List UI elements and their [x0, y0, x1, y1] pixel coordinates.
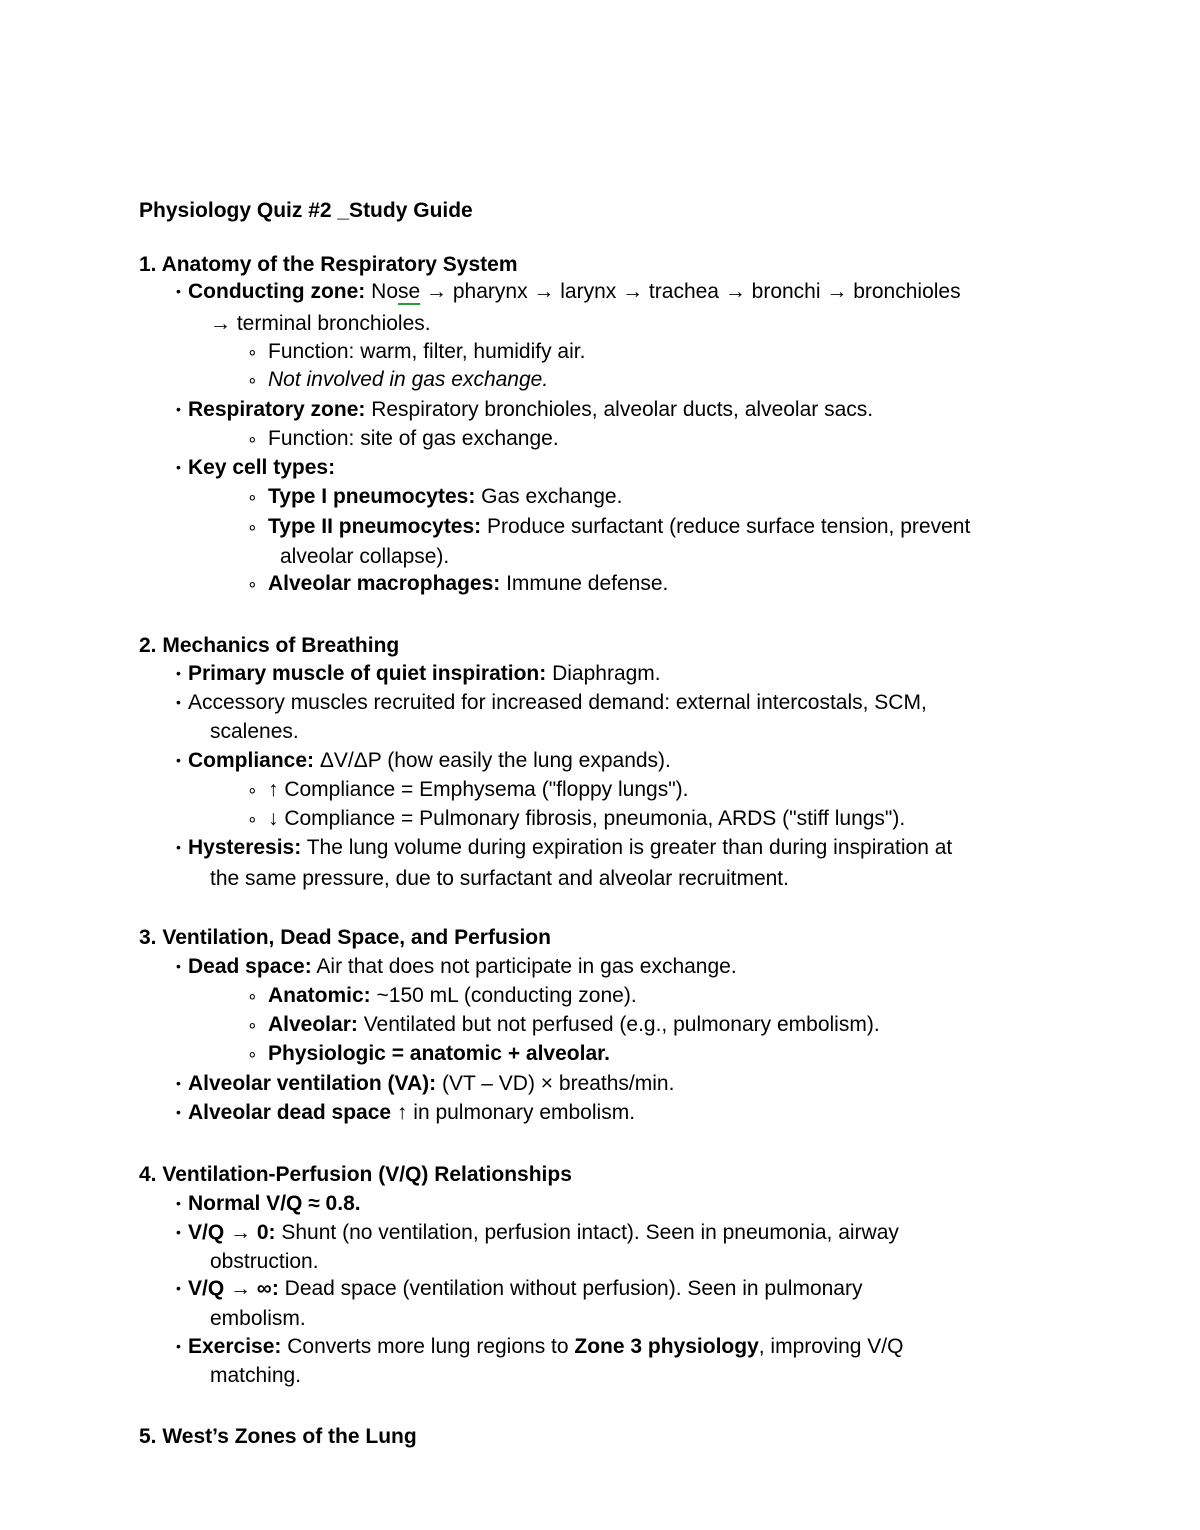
- circle-bullet-icon: ∘: [247, 343, 258, 362]
- sub-bullet-item: ∘ Type I pneumocytes: Gas exchange.: [247, 485, 623, 508]
- bullet-icon: •: [176, 1075, 181, 1091]
- sub-bullet-item: ∘ ↑ Compliance = Emphysema ("floppy lungs").: [247, 778, 689, 801]
- sub-bullet-item: ∘ Type II pneumocytes: Produce surfactant (reduce surface tension, prevent: [247, 515, 971, 538]
- section-heading: 2. Mechanics of Breathing: [139, 634, 400, 657]
- bullet-item: • Key cell types:: [176, 456, 336, 479]
- circle-bullet-icon: ∘: [247, 575, 258, 594]
- page-title: Physiology Quiz #2 _Study Guide: [139, 199, 473, 222]
- bullet-continuation: alveolar collapse).: [280, 545, 450, 568]
- bullet-icon: •: [176, 1224, 181, 1240]
- bullet-icon: •: [176, 752, 181, 768]
- bullet-icon: •: [176, 694, 181, 710]
- bullet-icon: •: [176, 459, 181, 475]
- bullet-item: • V/Q → ∞: Dead space (ventilation without perfusion). Seen in pulmonary: [176, 1277, 863, 1300]
- bullet-icon: •: [176, 665, 181, 681]
- section-heading: 5. West’s Zones of the Lung: [139, 1425, 417, 1448]
- circle-bullet-icon: ∘: [247, 1045, 258, 1064]
- circle-bullet-icon: ∘: [247, 518, 258, 537]
- bullet-icon: •: [176, 401, 181, 417]
- sub-bullet-item: ∘ Alveolar: Ventilated but not perfused (e.g., pulmonary embolism).: [247, 1013, 880, 1036]
- sub-bullet-item: ∘ Function: site of gas exchange.: [247, 427, 559, 450]
- circle-bullet-icon: ∘: [247, 488, 258, 507]
- section-heading: 3. Ventilation, Dead Space, and Perfusion: [139, 926, 551, 949]
- bullet-item: • Dead space: Air that does not participate in gas exchange.: [176, 955, 737, 978]
- bullet-continuation: matching.: [210, 1364, 302, 1387]
- bullet-continuation: the same pressure, due to surfactant and alveolar recruitment.: [210, 867, 789, 890]
- bullet-icon: •: [176, 1280, 181, 1296]
- bullet-icon: •: [176, 958, 181, 974]
- bullet-icon: •: [176, 1195, 181, 1211]
- circle-bullet-icon: ∘: [247, 810, 258, 829]
- section-heading: 1. Anatomy of the Respiratory System: [139, 253, 518, 276]
- bullet-item: • Hysteresis: The lung volume during expiration is greater than during inspiration at: [176, 836, 953, 859]
- bullet-icon: •: [176, 839, 181, 855]
- bullet-icon: •: [176, 1338, 181, 1354]
- bullet-icon: •: [176, 283, 181, 299]
- section-heading: 4. Ventilation-Perfusion (V/Q) Relationships: [139, 1163, 572, 1186]
- bullet-continuation: embolism.: [210, 1307, 306, 1330]
- sub-bullet-item: ∘ Not involved in gas exchange.: [247, 368, 549, 391]
- bullet-item: • Normal V/Q ≈ 0.8.: [176, 1192, 361, 1215]
- bullet-item: • V/Q → 0: Shunt (no ventilation, perfusion intact). Seen in pneumonia, airway: [176, 1221, 899, 1244]
- circle-bullet-icon: ∘: [247, 1016, 258, 1035]
- sub-bullet-item: ∘ Anatomic: ~150 mL (conducting zone).: [247, 984, 637, 1007]
- circle-bullet-icon: ∘: [247, 987, 258, 1006]
- bullet-continuation: → terminal bronchioles.: [210, 312, 431, 335]
- bullet-item: • Compliance: ΔV/ΔP (how easily the lung expands).: [176, 749, 671, 772]
- bullet-item: • Alveolar ventilation (VA): (VT – VD) × breaths/min.: [176, 1072, 675, 1095]
- bullet-item: • Primary muscle of quiet inspiration: Diaphragm.: [176, 662, 661, 685]
- circle-bullet-icon: ∘: [247, 371, 258, 390]
- circle-bullet-icon: ∘: [247, 430, 258, 449]
- bullet-item: • Exercise: Converts more lung regions to Zone 3 physiology, improving V/Q: [176, 1335, 904, 1358]
- bullet-item: • Accessory muscles recruited for increased demand: external intercostals, SCM,: [176, 691, 927, 714]
- circle-bullet-icon: ∘: [247, 781, 258, 800]
- bullet-icon: •: [176, 1104, 181, 1120]
- bullet-item: • Respiratory zone: Respiratory bronchioles, alveolar ducts, alveolar sacs.: [176, 398, 874, 421]
- bullet-continuation: obstruction.: [210, 1250, 319, 1273]
- bullet-continuation: scalenes.: [210, 720, 299, 743]
- sub-bullet-item: ∘ Alveolar macrophages: Immune defense.: [247, 572, 669, 595]
- sub-bullet-item: ∘ Function: warm, filter, humidify air.: [247, 340, 586, 363]
- bullet-item: • Conducting zone: Nose → pharynx → larynx → trachea → bronchi → bronchioles: [176, 280, 961, 303]
- sub-bullet-item: ∘ ↓ Compliance = Pulmonary fibrosis, pneumonia, ARDS ("stiff lungs").: [247, 807, 906, 830]
- sub-bullet-item: ∘ Physiologic = anatomic + alveolar.: [247, 1042, 610, 1065]
- bullet-item: • Alveolar dead space ↑ in pulmonary embolism.: [176, 1101, 636, 1124]
- spellcheck-underline: se: [398, 280, 421, 303]
